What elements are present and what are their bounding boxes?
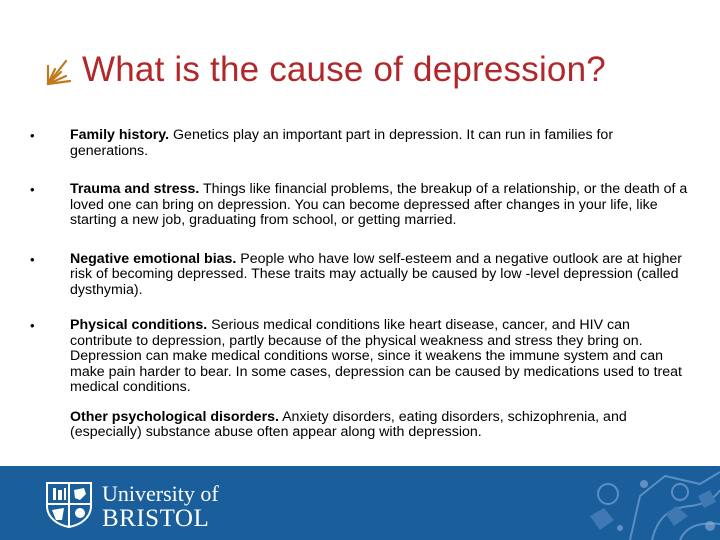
bullet-item-trauma-stress	[30, 182, 690, 229]
slide-title: What is the cause of depression?	[82, 50, 606, 89]
bullet-text: Anxiety disorders, eating disorders, schizophrenia, and (especially) substance abuse often appear along with depression.	[70, 408, 627, 440]
bullet-item-physical-conditions	[30, 318, 690, 396]
title-bullet-icon	[44, 57, 74, 87]
bullet-heading: Physical conditions.	[70, 317, 208, 333]
university-name-line2: BRISTOL	[102, 505, 210, 532]
bullet-text: Serious medical conditions like heart disease, cancer, and HIV can contribute to depression, partly because of the physical weakness and stress they bring on. Depression can make medical conditions worse, since it weakens the immune system and can make pain harder to bear. In some cases, depression can be caused by medications used to treat medical conditions.	[70, 317, 682, 395]
bullet-dot: •	[30, 182, 35, 197]
bullet-item-negative-bias	[30, 252, 690, 299]
university-crest-icon	[44, 480, 94, 528]
footer-decorative-art	[570, 466, 720, 540]
bullet-item-family-history	[30, 128, 690, 159]
bullet-text: People who have low self-esteem and a negative outlook are at higher risk of becoming depressed. These traits may actually be caused by low -level depression (called dysthymia).	[70, 250, 682, 298]
bullet-dot: •	[30, 318, 35, 333]
bullet-heading: Other psychological disorders.	[70, 408, 279, 425]
bullet-heading: Negative emotional bias.	[70, 250, 237, 267]
bullet-list	[30, 128, 690, 441]
bullet-heading: Family history.	[70, 127, 170, 143]
title-row	[44, 42, 606, 98]
bullet-item-other-disorders	[30, 410, 690, 441]
bullet-text: Things like financial problems, the breakup of a relationship, or the death of a loved one can bring on depression. You can become depressed after changes in your life, like starting a new job, graduating from school, or getting married.	[70, 181, 688, 228]
bullet-text: Genetics play an important part in depression. It can run in families for generations.	[70, 127, 614, 159]
bullet-dot: •	[30, 251, 35, 267]
bullet-dot: •	[30, 128, 35, 143]
university-name-line1: University of	[102, 481, 219, 506]
bullet-heading: Trauma and stress.	[70, 181, 200, 197]
